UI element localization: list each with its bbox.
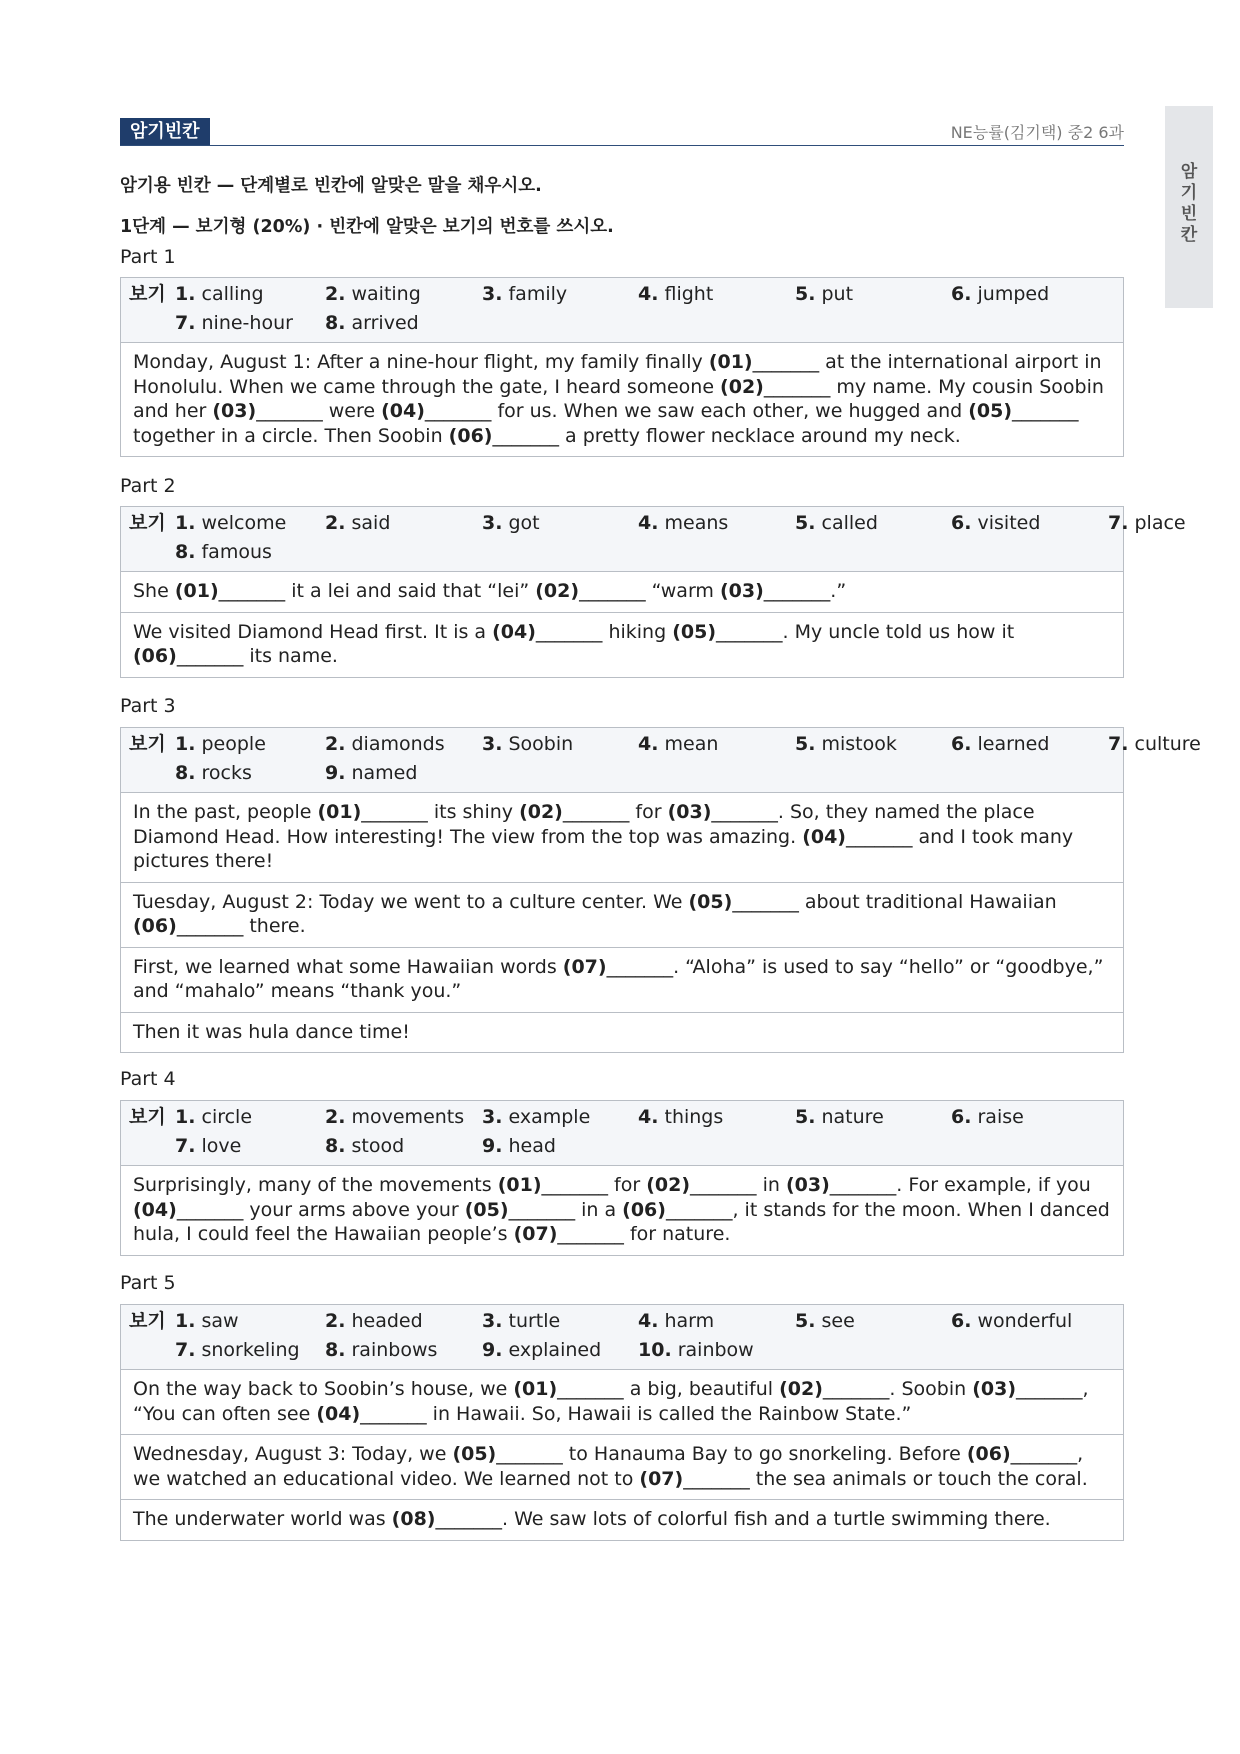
- word-bank-item: [795, 509, 878, 538]
- word-bank-word: visited: [971, 512, 1041, 534]
- part-label: Part 2: [120, 475, 176, 497]
- word-bank-word: snorkeling: [195, 1339, 300, 1361]
- blank-number: (07): [513, 1223, 558, 1245]
- word-bank-number: 1.: [175, 1310, 196, 1332]
- passage-text: She (01)_______ it a lei and said that “lei” (02)_______ “warm (03)_______.”: [121, 572, 1123, 613]
- passage-text: We visited Diamond Head first. It is a (04)_______ hiking (05)_______. My uncle told us how it (06)_______ its name.: [121, 613, 1123, 678]
- word-bank-item: [482, 730, 573, 759]
- word-bank-item: [638, 1103, 723, 1132]
- side-tab-label: [1165, 162, 1213, 246]
- word-bank-item: [951, 1307, 1072, 1336]
- blank-number: (05): [688, 890, 733, 913]
- blank-number: (06): [133, 915, 177, 937]
- word-bank-word: nature: [815, 1106, 884, 1128]
- word-bank-word: movements: [345, 1106, 465, 1128]
- word-bank-word: called: [815, 512, 878, 534]
- word-bank-item: [175, 309, 293, 338]
- word-bank-label: 보기: [129, 1310, 166, 1332]
- word-bank-item: [795, 1103, 884, 1132]
- word-bank-number: 4.: [638, 512, 659, 534]
- word-bank: [121, 278, 1123, 343]
- word-bank-number: 8.: [325, 1135, 346, 1157]
- word-bank-number: 7.: [175, 1339, 196, 1361]
- blank-number: (03): [212, 400, 257, 422]
- word-bank-word: rainbow: [671, 1339, 754, 1361]
- passage-text: Then it was hula dance time!: [121, 1013, 1123, 1054]
- passage-text: The underwater world was (08)_______. We saw lots of colorful fish and a turtle swimming there.: [121, 1500, 1123, 1541]
- word-bank-number: 7.: [1108, 733, 1129, 755]
- passage-text: In the past, people (01)_______ its shiny (02)_______ for (03)_______. So, they named the place Diamond Head. How interesting! The view from the top was amazing. (04)_______ and I took many pictures there!: [121, 793, 1123, 883]
- word-bank-item: [175, 730, 266, 759]
- word-bank-item: [1108, 730, 1201, 759]
- word-bank-label: 보기: [129, 512, 166, 534]
- word-bank-item: [325, 509, 390, 538]
- word-bank-number: 6.: [951, 283, 972, 305]
- word-bank-word: wonderful: [971, 1310, 1073, 1332]
- word-bank-number: 2.: [325, 1106, 346, 1128]
- word-bank-word: nine-hour: [195, 312, 293, 334]
- word-bank-word: people: [195, 733, 266, 755]
- word-bank-item: [795, 730, 897, 759]
- section-tag: 암기빈칸: [120, 118, 210, 145]
- blank-number: (04): [492, 620, 536, 643]
- word-bank-item: [795, 280, 853, 309]
- word-bank-word: family: [502, 283, 568, 305]
- word-bank-word: means: [658, 512, 729, 534]
- main-instruction: 암기용 빈칸 — 단계별로 빈칸에 알맞은 말을 채우시오.: [120, 176, 542, 196]
- word-bank-number: 2.: [325, 512, 346, 534]
- word-bank-label: 보기: [129, 1106, 166, 1128]
- word-bank-number: 8.: [325, 312, 346, 334]
- word-bank-item: [951, 509, 1040, 538]
- word-bank-word: stood: [345, 1135, 405, 1157]
- part-box: [120, 277, 1124, 457]
- blank-number: (01): [708, 351, 753, 373]
- word-bank-word: Soobin: [502, 733, 574, 755]
- blank-number: (01): [317, 801, 362, 823]
- side-tab-char: 칸: [1180, 225, 1198, 245]
- word-bank-item: [795, 1307, 855, 1336]
- word-bank-number: 7.: [175, 312, 196, 334]
- blank-number: (02): [519, 801, 563, 823]
- word-bank-item: [325, 1103, 464, 1132]
- word-bank-word: welcome: [195, 512, 287, 534]
- passage-text: On the way back to Soobin’s house, we (01)_______ a big, beautiful (02)_______. Soobin (03)_______, “You can often see (04)_______ in Hawaii. So, Hawaii is called the Rainbow State.”: [121, 1370, 1123, 1435]
- word-bank-row: [129, 1336, 1115, 1365]
- word-bank-item: [951, 730, 1049, 759]
- word-bank-number: 1.: [175, 512, 196, 534]
- word-bank-word: put: [815, 283, 854, 305]
- word-bank-label: 보기: [129, 283, 166, 305]
- word-bank-item: [482, 280, 567, 309]
- word-bank-number: 3.: [482, 1310, 503, 1332]
- word-bank-row: [129, 309, 1115, 338]
- word-bank-number: 9.: [482, 1135, 503, 1157]
- word-bank-word: explained: [502, 1339, 602, 1361]
- side-tab-char: 암: [1180, 162, 1198, 182]
- blank-number: (06): [133, 645, 177, 667]
- word-bank-item: [482, 1307, 560, 1336]
- part-label: Part 5: [120, 1272, 176, 1294]
- word-bank-number: 8.: [325, 1339, 346, 1361]
- word-bank-number: 3.: [482, 512, 503, 534]
- word-bank-word: rocks: [195, 762, 252, 784]
- word-bank-number: 6.: [951, 733, 972, 755]
- part-box: [120, 1304, 1124, 1541]
- word-bank-number: 4.: [638, 283, 659, 305]
- page-header: [120, 118, 1124, 146]
- word-bank-word: place: [1128, 512, 1186, 534]
- word-bank-word: culture: [1128, 733, 1201, 755]
- passage-text: Monday, August 1: After a nine-hour flight, my family finally (01)_______ at the international airport in Honolulu. When we came through the gate, I heard someone (02)_______ my name. My cousin Soobin and her (03)_______ were (04)_______ for us. When we saw each other, we hugged and (05)_______ together in a circle. Then Soobin (06)_______ a pretty flower necklace around my neck.: [121, 343, 1123, 457]
- word-bank-row: [129, 730, 1201, 759]
- word-bank-item: [482, 1103, 590, 1132]
- blank-number: (04): [316, 1402, 361, 1425]
- word-bank-number: 1.: [175, 283, 196, 305]
- word-bank-number: 5.: [795, 1106, 816, 1128]
- word-bank-number: 9.: [482, 1339, 503, 1361]
- blank-number: (05): [968, 400, 1013, 422]
- word-bank-word: see: [815, 1310, 855, 1332]
- blank-number: (04): [802, 825, 846, 848]
- part-box: [120, 506, 1186, 678]
- word-bank-item: [325, 1132, 404, 1161]
- word-bank-number: 5.: [795, 512, 816, 534]
- word-bank-word: famous: [195, 541, 272, 563]
- word-bank-item: [175, 509, 286, 538]
- word-bank-item: [325, 759, 417, 788]
- word-bank-item: [325, 309, 419, 338]
- word-bank-item: [175, 280, 264, 309]
- word-bank-number: 10.: [638, 1339, 672, 1361]
- blank-number: (02): [535, 580, 580, 602]
- blank-number: (01): [174, 580, 219, 602]
- word-bank-number: 2.: [325, 733, 346, 755]
- blank-number: (01): [497, 1174, 542, 1196]
- word-bank-word: arrived: [345, 312, 419, 334]
- word-bank-item: [482, 1336, 601, 1365]
- side-tab-char: 기: [1180, 183, 1198, 203]
- blank-number: (08): [391, 1508, 436, 1530]
- word-bank-item: [325, 1307, 423, 1336]
- blank-number: (02): [779, 1378, 823, 1400]
- word-bank: [121, 507, 1186, 572]
- word-bank-item: [638, 280, 713, 309]
- word-bank-word: things: [658, 1106, 724, 1128]
- word-bank-item: [325, 730, 445, 759]
- word-bank-word: waiting: [345, 283, 421, 305]
- word-bank-item: [951, 1103, 1024, 1132]
- blank-number: (06): [622, 1198, 666, 1221]
- word-bank-word: named: [345, 762, 418, 784]
- word-bank-item: [482, 1132, 556, 1161]
- word-bank-item: [1108, 509, 1186, 538]
- word-bank-number: 4.: [638, 733, 659, 755]
- passage-text: Tuesday, August 2: Today we went to a culture center. We (05)_______ about traditional Hawaiian (06)_______ there.: [121, 883, 1123, 948]
- word-bank-number: 2.: [325, 1310, 346, 1332]
- word-bank-number: 4.: [638, 1106, 659, 1128]
- word-bank: [121, 1101, 1123, 1166]
- word-bank-number: 1.: [175, 1106, 196, 1128]
- blank-number: (04): [381, 400, 425, 422]
- word-bank-item: [175, 1132, 241, 1161]
- word-bank-item: [638, 1307, 714, 1336]
- word-bank-number: 8.: [175, 541, 196, 563]
- side-tab: [1165, 106, 1213, 308]
- word-bank-word: flight: [658, 283, 714, 305]
- part-label: Part 1: [120, 246, 176, 268]
- word-bank-number: 3.: [482, 1106, 503, 1128]
- word-bank-number: 1.: [175, 733, 196, 755]
- blank-number: (02): [720, 375, 764, 398]
- word-bank-item: [175, 759, 252, 788]
- word-bank-word: love: [195, 1135, 242, 1157]
- blank-number: (02): [646, 1174, 691, 1196]
- word-bank-word: said: [345, 512, 391, 534]
- word-bank-word: saw: [195, 1310, 239, 1332]
- word-bank-row: [129, 509, 1186, 538]
- word-bank-word: got: [502, 512, 540, 534]
- word-bank-word: head: [502, 1135, 556, 1157]
- word-bank-number: 2.: [325, 283, 346, 305]
- word-bank-number: 9.: [325, 762, 346, 784]
- blank-number: (07): [562, 955, 607, 978]
- blank-number: (01): [513, 1378, 558, 1400]
- word-bank-word: circle: [195, 1106, 253, 1128]
- word-bank-item: [325, 280, 421, 309]
- word-bank: [121, 728, 1201, 793]
- word-bank-row: [129, 1132, 1115, 1161]
- word-bank-item: [638, 730, 718, 759]
- word-bank-item: [951, 280, 1049, 309]
- word-bank-item: [175, 1103, 252, 1132]
- passage-text: First, we learned what some Hawaiian words (07)_______. “Aloha” is used to say “hello” or “goodbye,” and “mahalo” means “thank you.”: [121, 948, 1123, 1013]
- word-bank-item: [175, 1307, 239, 1336]
- blank-number: (03): [972, 1378, 1017, 1400]
- blank-number: (05): [452, 1443, 497, 1465]
- word-bank-number: 6.: [951, 1310, 972, 1332]
- word-bank-number: 6.: [951, 1106, 972, 1128]
- word-bank-item: [638, 509, 728, 538]
- word-bank-word: jumped: [971, 283, 1050, 305]
- word-bank-row: [129, 759, 1115, 788]
- word-bank-number: 8.: [175, 762, 196, 784]
- blank-number: (03): [719, 580, 764, 602]
- step-instruction: 1단계 — 보기형 (20%) · 빈칸에 알맞은 보기의 번호를 쓰시오.: [120, 217, 614, 237]
- word-bank-number: 5.: [795, 1310, 816, 1332]
- word-bank-number: 7.: [1108, 512, 1129, 534]
- blank-number: (04): [133, 1198, 177, 1221]
- blank-number: (05): [464, 1198, 509, 1221]
- side-tab-char: 빈: [1180, 204, 1198, 224]
- part-label: Part 4: [120, 1068, 176, 1090]
- word-bank-word: calling: [195, 283, 264, 305]
- word-bank-word: diamonds: [345, 733, 445, 755]
- word-bank-number: 7.: [175, 1135, 196, 1157]
- word-bank-word: mean: [658, 733, 719, 755]
- word-bank-number: 3.: [482, 733, 503, 755]
- word-bank-number: 5.: [795, 733, 816, 755]
- word-bank-word: turtle: [502, 1310, 561, 1332]
- word-bank-item: [482, 509, 540, 538]
- word-bank-word: headed: [345, 1310, 423, 1332]
- blank-number: (06): [966, 1443, 1011, 1465]
- part-label: Part 3: [120, 695, 176, 717]
- word-bank-item: [638, 1336, 754, 1365]
- blank-number: (07): [639, 1467, 684, 1490]
- word-bank-number: 4.: [638, 1310, 659, 1332]
- book-title: NE능률(김기택) 중2 6과: [950, 123, 1124, 142]
- word-bank-item: [175, 538, 272, 567]
- blank-number: (03): [667, 801, 712, 823]
- blank-number: (05): [672, 620, 717, 643]
- blank-number: (06): [448, 424, 493, 447]
- word-bank-word: rainbows: [345, 1339, 438, 1361]
- word-bank-number: 5.: [795, 283, 816, 305]
- word-bank-row: [129, 1307, 1115, 1336]
- word-bank-label: 보기: [129, 733, 166, 755]
- word-bank-row: [129, 1103, 1115, 1132]
- word-bank-word: raise: [971, 1106, 1024, 1128]
- word-bank-word: learned: [971, 733, 1050, 755]
- blank-number: (03): [785, 1174, 830, 1196]
- passage-text: Surprisingly, many of the movements (01)_______ for (02)_______ in (03)_______. For example, if you (04)_______ your arms above your (05)_______ in a (06)_______, it stands for the moon. When I danced hula, I could feel the Hawaiian people’s (07)_______ for nature.: [121, 1166, 1123, 1256]
- word-bank-row: [129, 538, 1115, 567]
- part-box: [120, 727, 1201, 1053]
- word-bank-item: [325, 1336, 437, 1365]
- word-bank-item: [175, 1336, 300, 1365]
- word-bank-word: example: [502, 1106, 591, 1128]
- passage-text: Wednesday, August 3: Today, we (05)_______ to Hanauma Bay to go snorkeling. Before (06)_______, we watched an educational video. We learned not to (07)_______ the sea animals or touch the coral.: [121, 1435, 1123, 1500]
- word-bank-row: [129, 280, 1115, 309]
- word-bank-number: 6.: [951, 512, 972, 534]
- word-bank-word: harm: [658, 1310, 715, 1332]
- word-bank-number: 3.: [482, 283, 503, 305]
- part-box: [120, 1100, 1124, 1256]
- word-bank-word: mistook: [815, 733, 897, 755]
- word-bank: [121, 1305, 1123, 1370]
